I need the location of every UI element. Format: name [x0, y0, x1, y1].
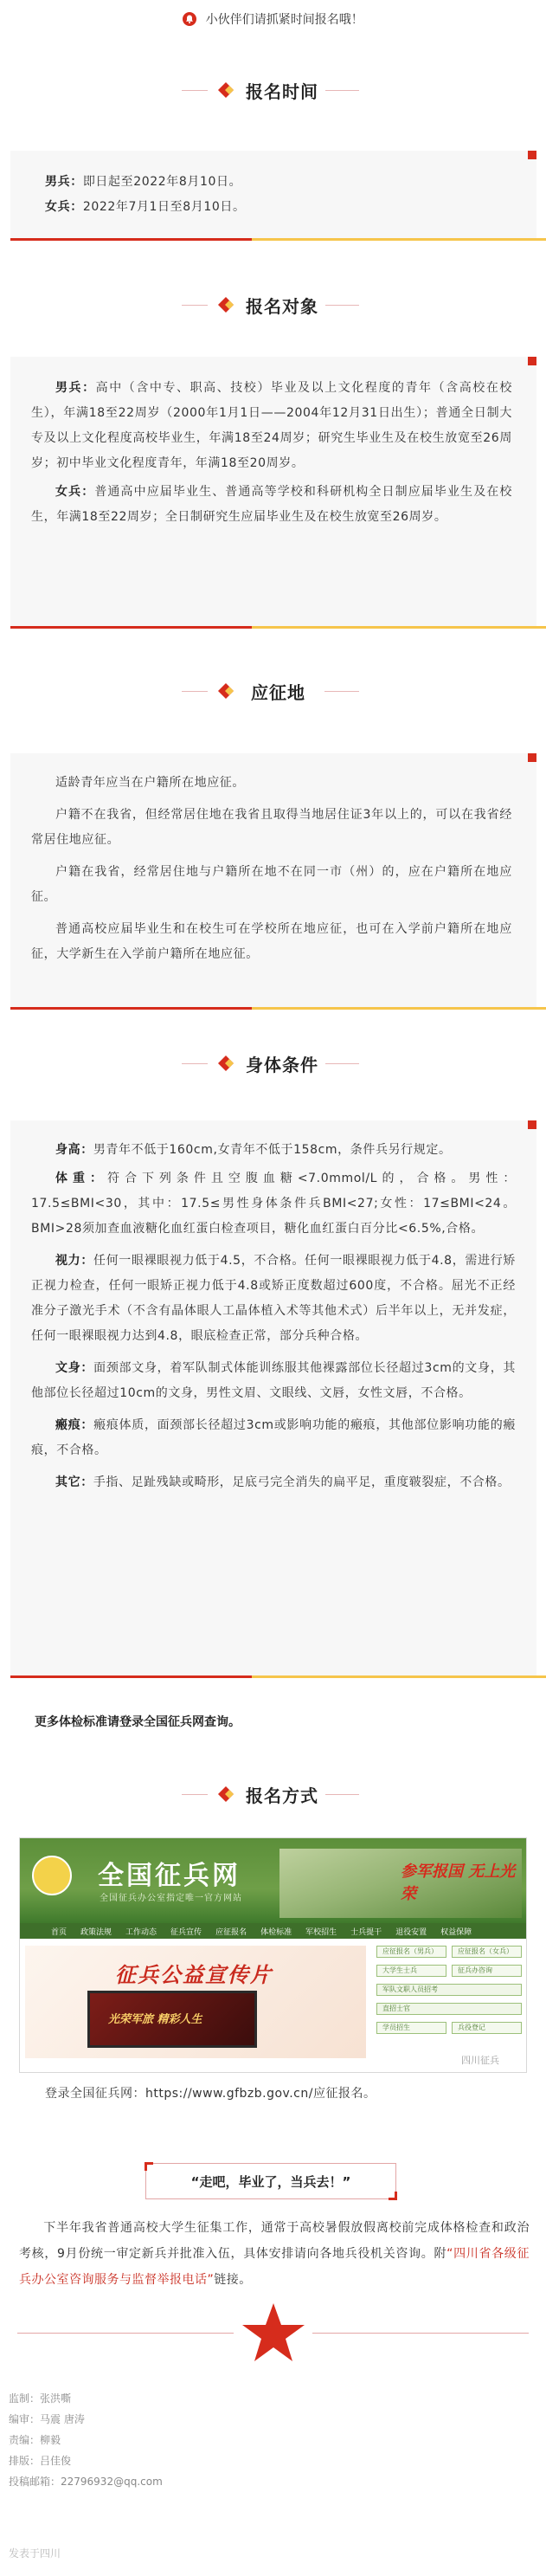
- male-label: 男兵：: [45, 175, 83, 189]
- side-button: 学员招生: [376, 2022, 446, 2034]
- watermark: 四川征兵: [461, 2055, 499, 2066]
- closing-suffix: 链接。: [214, 2273, 252, 2287]
- star-divider: [17, 2302, 529, 2364]
- site-side-links: [376, 1946, 522, 2041]
- vision-label: 视力：: [55, 1254, 93, 1268]
- nav-item: 首页: [51, 1927, 67, 1937]
- female-label: 女兵：: [45, 200, 83, 214]
- section-title: 报名方式: [239, 1782, 325, 1806]
- nav-item: 权益保障: [440, 1927, 472, 1937]
- nav-item: 退役安置: [395, 1927, 427, 1937]
- place-paragraph: 普通高校应届毕业生和在校生可在学校所在地应征，也可在入学前户籍所在地应征，大学新生在入学前户籍所在地应征。: [31, 922, 512, 961]
- credit-line: 编审：马震 唐涛: [9, 2413, 85, 2425]
- more-standards-note: 更多体检标准请登录全国征兵网查询。: [35, 1715, 241, 1729]
- section-title: 报名时间: [239, 78, 325, 102]
- place-paragraph: 户籍不在我省，但经常居住地在我省且取得当地居住证3年以上的，可以在我省经常居住地应征。: [31, 808, 512, 847]
- notice-text: 小伙伴们请抓紧时间报名哦！: [205, 13, 363, 27]
- section-heading-target: [0, 287, 546, 322]
- published-in: 发表于四川: [9, 2547, 61, 2560]
- female-label: 女兵：: [55, 485, 95, 499]
- diamond-icon: [218, 683, 234, 699]
- diamond-icon: [218, 297, 234, 313]
- side-button: 应征报名（女兵）: [452, 1946, 522, 1958]
- diamond-icon: [218, 1786, 234, 1802]
- side-button: 应征报名（男兵）: [376, 1946, 446, 1958]
- height-text: 男青年不低于160cm,女青年不低于158cm，条件兵另行规定。: [93, 1143, 452, 1157]
- video-caption: 光荣军旅 精彩人生: [108, 2013, 202, 2026]
- diamond-icon: [218, 1056, 234, 1071]
- other-text: 手指、足趾残缺或畸形，足底弓完全消失的扁平足，重度皲裂症，不合格。: [93, 1475, 511, 1489]
- red-star-icon: [241, 2302, 306, 2364]
- site-slogan: 参军报国 无上光荣: [401, 1863, 516, 1903]
- female-time: 2022年7月1日至8月10日。: [82, 200, 246, 214]
- other-label: 其它：: [55, 1475, 93, 1489]
- corner-mark: [528, 357, 536, 365]
- place-paragraph: 户籍在我省，经常居住地与户籍所在地不在同一市（州）的，应在户籍所在地应征。: [31, 865, 512, 904]
- section-heading-body: [0, 1046, 546, 1081]
- slogan-text: “走吧，毕业了，当兵去！”: [190, 2174, 351, 2190]
- corner-mark: [528, 753, 536, 762]
- site-banner: [20, 1838, 527, 1923]
- panel-underline: [10, 1007, 546, 1010]
- scar-label: 瘢痕：: [55, 1418, 94, 1432]
- website-screenshot: [19, 1837, 527, 2073]
- promo-title: 征兵公益宣传片: [115, 1963, 273, 1987]
- side-button: 征兵办咨询: [452, 1965, 522, 1977]
- section-title: 应征地: [244, 679, 312, 703]
- site-brand: 全国征兵网: [98, 1861, 241, 1891]
- female-eligibility: 普通高中应届毕业生、普通高等学校和科研机构全日制应届毕业生及在校生，年满18至22周岁；全日制研究生应届毕业生及在校生放宽至26周岁。: [31, 485, 512, 524]
- section-title: 报名对象: [239, 293, 325, 317]
- weight-label: 体重：: [55, 1172, 107, 1185]
- side-button: 直招士官: [376, 2003, 522, 2015]
- credit-line: 责编：柳毅: [9, 2434, 61, 2446]
- phone-directory-link[interactable]: “四川省各级征兵办公室咨询服务与监督举报电话”: [19, 2247, 530, 2287]
- male-eligibility: 高中（含中专、职高、技校）毕业及以上文化程度的青年（含高校在校生），年满18至22周岁（2000年1月1日——2004年12月31日出生）；普通全日制大专及以上文化程度高校毕业生，年满18至24周岁；研究生毕业生及在校生放宽至26周岁；初中毕业文化程度青年，年满18至20周岁。: [31, 381, 512, 470]
- corner-mark: [528, 1120, 536, 1129]
- nav-item: 士兵提干: [350, 1927, 382, 1937]
- credits: [9, 2388, 163, 2492]
- panel-underline: [10, 1675, 546, 1678]
- nav-item: 体检标准: [260, 1927, 292, 1937]
- side-button: 兵役登记: [452, 2022, 522, 2034]
- site-brand-subtitle: 全国征兵办公室指定唯一官方网站: [100, 1894, 242, 1903]
- vision-text: 任何一眼裸眼视力低于4.5，不合格。任何一眼裸眼视力低于4.8，需进行矫正视力检查，任何一眼矫正视力低于4.8或矫正度数超过600度，不合格。屈光不正经准分子激光手术（不含有晶体眼人工晶体植入术等其他术式）后半年以上，无并发症，任何一眼裸眼视力达到4.8，眼底检查正常，部分兵种合格。: [31, 1254, 516, 1343]
- section-heading-time: [0, 73, 546, 107]
- section-title: 身体条件: [239, 1051, 325, 1075]
- site-nav: [20, 1923, 527, 1939]
- side-button: 大学生士兵: [376, 1965, 446, 1977]
- credit-line: 投稿邮箱：22796932@qq.com: [9, 2476, 163, 2488]
- panel-underline: [10, 238, 546, 241]
- slogan-box: [145, 2163, 396, 2199]
- height-label: 身高：: [55, 1143, 93, 1157]
- scar-text: 瘢痕体质，面颈部长径超过3cm或影响功能的瘢痕，其他部位影响功能的瘢痕，不合格。: [31, 1418, 516, 1457]
- time-panel: [10, 151, 536, 241]
- nav-item: 军校招生: [305, 1927, 337, 1937]
- panel-underline: [10, 626, 546, 629]
- male-label: 男兵：: [55, 381, 96, 395]
- closing-paragraph: [19, 2215, 530, 2293]
- tattoo-text: 面颈部文身，着军队制式体能训练服其他裸露部位长径超过3cm的文身，其他部位长径超过10cm的文身，男性文眉、文眼线、文唇，女性文唇，不合格。: [31, 1361, 516, 1400]
- male-time: 即日起至2022年8月10日。: [82, 175, 242, 189]
- weight-text: 符合下列条件且空腹血糖<7.0mmol/L的，合格。男性：17.5≤BMI<30，其中：17.5≤男性身体条件兵BMI<27;女性：17≤BMI<24。BMI>28须加查血液糖化血红蛋白检查项目，糖化血红蛋白百分比<6.5%,合格。: [31, 1172, 516, 1236]
- diamond-icon: [218, 82, 234, 98]
- target-panel: [10, 357, 536, 629]
- corner-mark: [528, 151, 536, 159]
- credit-line: 排版：吕佳俊: [9, 2455, 72, 2467]
- place-paragraph: 适龄青年应当在户籍所在地应征。: [55, 776, 245, 790]
- bell-icon: [183, 12, 196, 26]
- section-heading-method: [0, 1777, 546, 1811]
- promo-banner: [25, 1946, 366, 2058]
- side-button: 军队文职人员招考: [376, 1984, 522, 1996]
- tattoo-label: 文身：: [55, 1361, 94, 1375]
- nav-item: 征兵宣传: [170, 1927, 202, 1937]
- notice-banner: [0, 10, 546, 28]
- section-heading-place: [0, 674, 546, 708]
- army-emblem-icon: [32, 1856, 72, 1895]
- nav-item: 政策法规: [80, 1927, 112, 1937]
- nav-item: 应征报名: [215, 1927, 247, 1937]
- closing-text: 下半年我省普通高校大学生征集工作，通常于高校暑假放假离校前完成体格检查和政治考核，9月份统一审定新兵并批准入伍，具体安排请向各地兵役机关咨询。附: [19, 2221, 530, 2261]
- place-panel: [10, 753, 536, 1010]
- body-panel: [10, 1120, 536, 1678]
- registration-url[interactable]: 登录全国征兵网：https://www.gfbzb.gov.cn/应征报名。: [45, 2087, 376, 2101]
- nav-item: 工作动态: [125, 1927, 157, 1937]
- credit-line: 监制：张洪嘶: [9, 2392, 72, 2405]
